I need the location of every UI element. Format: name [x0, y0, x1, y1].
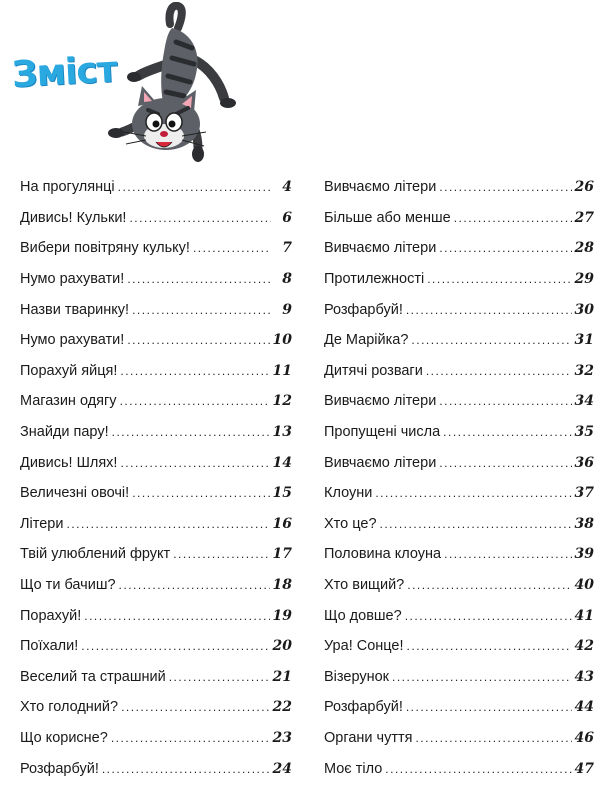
page-number: 23	[272, 729, 292, 746]
page-number: 36	[574, 454, 594, 471]
page-number: 20	[272, 638, 292, 655]
toc-entry[interactable]: Клоуни ..... 37	[324, 478, 594, 509]
leader-dots	[66, 517, 269, 531]
leader-dots	[102, 762, 270, 776]
toc-entry[interactable]: Вибери повітряну кульку! ..... 7	[20, 233, 292, 264]
toc-entry[interactable]: Літери ..... 16	[20, 509, 292, 540]
toc-entry[interactable]: Пропущені числа ..... 35	[324, 417, 594, 448]
toc-entry[interactable]: Розфарбуй! ..... 44	[324, 692, 594, 723]
toc-entry[interactable]: Магазин одягу ..... 12	[20, 386, 292, 417]
leader-dots	[120, 394, 270, 408]
page-number: 6	[282, 209, 292, 226]
toc-entry[interactable]: Вивчаємо літери ..... 34	[324, 386, 594, 417]
toc-entry[interactable]: Де Марійка? ..... 31	[324, 325, 594, 356]
toc-left-column	[20, 172, 292, 784]
page-number: 40	[574, 577, 594, 594]
toc-entry[interactable]: Твій улюблений фрукт ..... 17	[20, 539, 292, 570]
leader-dots	[385, 762, 571, 776]
toc-entry[interactable]: Знайди пару! ..... 13	[20, 417, 292, 448]
page-number: 15	[272, 485, 292, 502]
page-number: 46	[574, 729, 594, 746]
page-number: 9	[282, 301, 292, 318]
page-number: 31	[574, 332, 594, 349]
page-number: 7	[282, 240, 292, 257]
toc-entry[interactable]: Вивчаємо літери ..... 36	[324, 447, 594, 478]
page-number: 43	[574, 668, 594, 685]
leader-dots	[415, 731, 571, 745]
leader-dots	[439, 456, 571, 470]
leader-dots	[406, 303, 572, 317]
toc-entry[interactable]: Розфарбуй! ..... 30	[324, 294, 594, 325]
toc-entry[interactable]: Порахуй! ..... 19	[20, 600, 292, 631]
toc-entry[interactable]: Розфарбуй! ..... 24	[20, 753, 292, 784]
toc-entry[interactable]: Величезні овочі! ..... 15	[20, 478, 292, 509]
leader-dots	[119, 578, 270, 592]
toc-entry[interactable]: Що корисне? ..... 23	[20, 723, 292, 754]
page-number: 38	[574, 515, 594, 532]
leader-dots	[426, 364, 572, 378]
page-number: 24	[272, 760, 292, 777]
leader-dots	[121, 700, 269, 714]
toc-entry[interactable]: Порахуй яйця! ..... 11	[20, 356, 292, 387]
leader-dots	[439, 394, 571, 408]
page-number: 47	[574, 760, 594, 777]
leader-dots	[193, 241, 271, 255]
toc-entry[interactable]: Моє тіло ..... 47	[324, 753, 594, 784]
leader-dots	[454, 211, 572, 225]
toc-entry[interactable]: Що ти бачиш? ..... 18	[20, 570, 292, 601]
page-number: 32	[574, 362, 594, 379]
leader-dots	[84, 609, 269, 623]
leader-dots	[127, 333, 269, 347]
leader-dots	[439, 241, 571, 255]
toc-entry[interactable]: Хто вищий? ..... 40	[324, 570, 594, 601]
cat-illustration-icon	[98, 2, 248, 177]
toc-entry[interactable]: Веселий та страшний ..... 21	[20, 662, 292, 693]
leader-dots	[444, 547, 571, 561]
leader-dots	[392, 670, 572, 684]
page-number: 37	[574, 485, 594, 502]
page-title: Зміст	[10, 49, 118, 96]
leader-dots	[411, 333, 571, 347]
page-number: 8	[282, 271, 292, 288]
page-number: 34	[574, 393, 594, 410]
page-number: 4	[282, 179, 292, 196]
leader-dots	[120, 456, 269, 470]
leader-dots	[81, 639, 269, 653]
toc-entry[interactable]: Дивись! Кульки! ..... 6	[20, 203, 292, 234]
page-number: 44	[574, 699, 594, 716]
page-number: 42	[574, 638, 594, 655]
toc-entry[interactable]: Протилежності ..... 29	[324, 264, 594, 295]
leader-dots	[120, 364, 269, 378]
leader-dots	[407, 639, 572, 653]
leader-dots	[169, 670, 270, 684]
page-number: 13	[272, 424, 292, 441]
page-number: 35	[574, 424, 594, 441]
page-number: 18	[272, 577, 292, 594]
toc-entry[interactable]: Нумо рахувати! ..... 10	[20, 325, 292, 356]
toc-entry[interactable]: Назви тваринку! ..... 9	[20, 294, 292, 325]
toc-entry[interactable]: Вивчаємо літери ..... 28	[324, 233, 594, 264]
leader-dots	[380, 517, 572, 531]
page-number: 16	[272, 515, 292, 532]
page-number: 29	[574, 271, 594, 288]
leader-dots	[439, 180, 571, 194]
leader-dots	[406, 700, 572, 714]
page-number: 22	[272, 699, 292, 716]
page-number: 26	[574, 179, 594, 196]
page-number: 14	[272, 454, 292, 471]
toc-entry[interactable]: Ура! Сонце! ..... 42	[324, 631, 594, 662]
leader-dots	[405, 609, 572, 623]
leader-dots	[375, 486, 571, 500]
leader-dots	[112, 425, 270, 439]
leader-dots	[132, 303, 271, 317]
leader-dots	[443, 425, 571, 439]
leader-dots	[129, 211, 271, 225]
page-number: 39	[574, 546, 594, 563]
page-number: 19	[272, 607, 292, 624]
leader-dots	[173, 547, 269, 561]
leader-dots	[132, 486, 269, 500]
page-number: 17	[272, 546, 292, 563]
page-number: 11	[272, 362, 292, 379]
toc-entry[interactable]: Візерунок ..... 43	[324, 662, 594, 693]
toc-entry[interactable]: Хто голодний? ..... 22	[20, 692, 292, 723]
page-number: 27	[574, 209, 594, 226]
toc-entry[interactable]: Половина клоуна ..... 39	[324, 539, 594, 570]
toc-right-column	[324, 172, 594, 784]
toc-entry[interactable]: Що довше? ..... 41	[324, 600, 594, 631]
toc-entry[interactable]: Поїхали! ..... 20	[20, 631, 292, 662]
toc-entry[interactable]: Вивчаємо літери ..... 26	[324, 172, 594, 203]
toc-entry[interactable]: Нумо рахувати! ..... 8	[20, 264, 292, 295]
page-number: 30	[574, 301, 594, 318]
leader-dots	[111, 731, 270, 745]
toc-entry[interactable]: На прогулянці ..... 4	[20, 172, 292, 203]
leader-dots	[127, 272, 271, 286]
leader-dots	[118, 180, 271, 194]
leader-dots	[427, 272, 571, 286]
toc-entry[interactable]: Хто це? ..... 38	[324, 509, 594, 540]
toc-entry[interactable]: Дитячі розваги ..... 32	[324, 356, 594, 387]
page-number: 10	[272, 332, 292, 349]
toc-entry[interactable]: Більше або менше ..... 27	[324, 203, 594, 234]
toc-entry[interactable]: Дивись! Шлях! ..... 14	[20, 447, 292, 478]
page-number: 12	[272, 393, 292, 410]
page-number: 28	[574, 240, 594, 257]
toc-entry[interactable]: Органи чуття ..... 46	[324, 723, 594, 754]
leader-dots	[407, 578, 571, 592]
page-number: 21	[272, 668, 292, 685]
page-number: 41	[574, 607, 594, 624]
